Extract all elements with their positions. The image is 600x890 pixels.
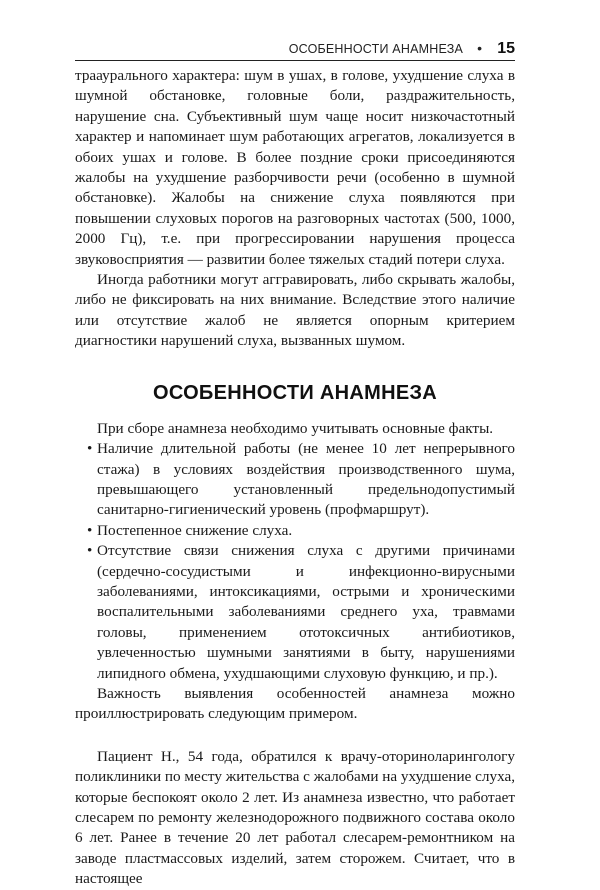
list-item (75, 541, 515, 684)
bullet-icon: • (87, 521, 93, 539)
running-header-bullet: • (477, 40, 482, 56)
list-item-text: Наличие длительной работы (не менее 10 лет непрерывного стажа) в условиях воздействия производственного шума, превышающего установленный предельнодопустимый санитарно-гигиенический уровень (профмаршрут). (97, 440, 515, 519)
list-item-text: Отсутствие связи снижения слуха с другими причинами (сердечно-сосудистыми и инфекционно-вирусными заболеваниями, интоксикациями, острыми и хроническими воспалительными заболеваниями среднего уха, травмами головы, применением ототоксичных антибиотиков, увлеченностью шумными занятиями в быту, нарушениями липидного обмена, ухудшающими слуховую функцию, и пр.). (97, 542, 515, 682)
intro-paragraph-1: трааурального характера: шум в ушах, в голове, ухудшение слуха в шумной обстановке, головные боли, раздражительность, нарушение сна. Субъективный шум чаще носит низкочастотный характер и напоминает шум работающих агрегатов, локализуется в обоих ушах и голове. В более поздние сроки присоединяются жалобы на ухудшение разборчивости речи (особенно в шумной обстановке). Жалобы на снижение слуха появляются при повышении слуховых порогов на разговорных частотах (500, 1000, 2000 Гц), т.е. при прогрессировании нарушения процесса звуковосприятия — развитии более тяжелых стадий потери слуха. (75, 67, 515, 268)
bullet-icon: • (87, 440, 93, 458)
intro-paragraph-2: Иногда работники могут аггравировать, либо скрывать жалобы, либо не фиксировать на них внимание. Вследствие этого наличие или отсутствие жалоб не является опорным критерием диагностики нарушений слуха, вызванных шумом. (75, 271, 515, 350)
spacer (75, 725, 515, 747)
page-number: 15 (497, 40, 515, 57)
section-lead: При сборе анамнеза необходимо учитывать основные факты. (97, 419, 494, 437)
facts-list (75, 439, 515, 684)
case-paragraph: Пациент Н., 54 года, обратился к врачу-оториноларингологу поликлиники по месту жительства с жалобами на ухудшение слуха, которые беспокоят около 2 лет. Из анамнеза известно, что работает слесарем по ремонту железнодорожного подвижного состава около 6 лет. Ранее в течение 20 лет работал слесарем-ремонтником на заводе пластмассовых изделий, затем сторожем. Считает, что в настоящее (75, 747, 515, 888)
section-closing: Важность выявления особенностей анамнеза можно проиллюстрировать следующим примером. (75, 684, 515, 723)
running-header-title: ОСОБЕННОСТИ АНАМНЕЗА (288, 42, 463, 56)
list-item (75, 439, 515, 521)
bullet-icon: • (87, 542, 93, 560)
page-body (75, 66, 515, 890)
list-item (75, 521, 515, 541)
section-heading: ОСОБЕННОСТИ АНАМНЕЗА (152, 381, 438, 404)
list-item-text: Постепенное снижение слуха. (97, 521, 293, 539)
running-header (75, 40, 515, 61)
